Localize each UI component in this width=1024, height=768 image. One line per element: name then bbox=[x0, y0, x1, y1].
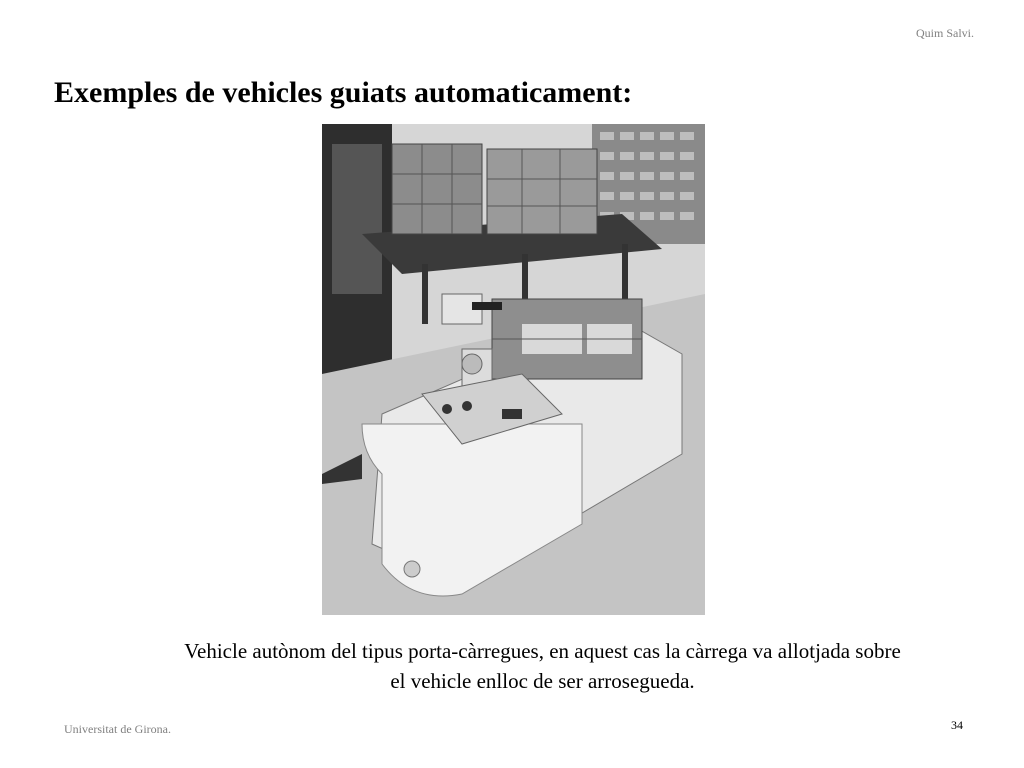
caption-line-2: el vehicle enlloc de ser arrosegueda. bbox=[390, 669, 695, 693]
photo-caption bbox=[95, 636, 990, 696]
agv-photo-illustration bbox=[322, 124, 705, 615]
agv-photo bbox=[322, 124, 705, 615]
author-label: Quim Salvi. bbox=[915, 26, 974, 40]
caption-line-1: Vehicle autònom del tipus porta-càrregues, en aquest cas la càrrega va allotjada sobre bbox=[184, 639, 901, 663]
page-number: 34 bbox=[951, 718, 963, 732]
slide-title: Exemples de vehicles guiats automaticament: bbox=[54, 76, 633, 109]
footer-institution: Universitat de Girona. bbox=[64, 722, 171, 736]
